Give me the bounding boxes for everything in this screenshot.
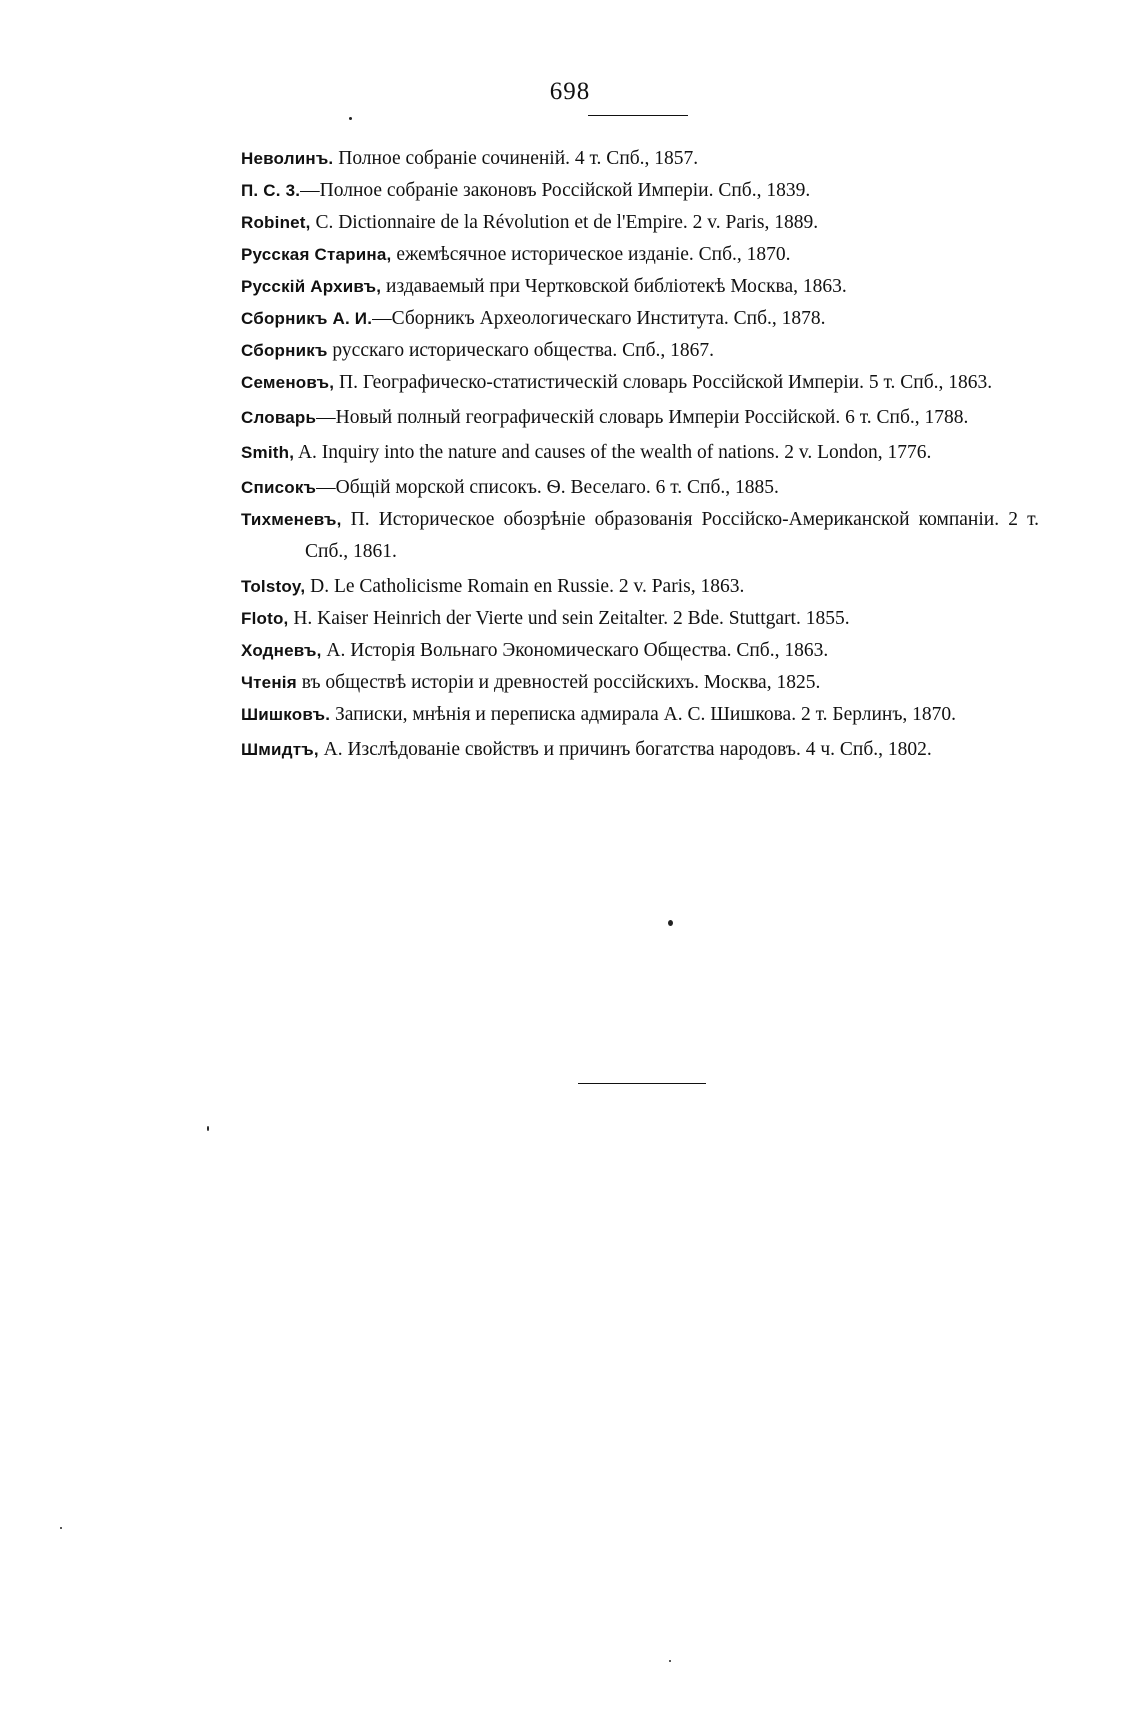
bibliography-entry [241,571,1039,603]
bibliography-entry [241,175,1039,207]
entry-author: Шишковъ. [241,705,331,724]
entry-author: Floto, [241,609,289,628]
entry-text: издаваемый при Чертковской библіотекѣ Москва, 1863. [381,276,847,297]
scan-speck [207,1126,209,1131]
page-number-rule [588,115,688,116]
entry-author: Русская Старина, [241,245,392,264]
bibliography-list [241,143,1039,769]
entry-author: Tolstoy, [241,577,306,596]
bibliography-entry [241,603,1039,635]
entry-text: А. Исторія Вольнаго Экономическаго Общества. Спб., 1863. [321,640,829,661]
bibliography-entry [241,207,1039,239]
entry-text: русскаго историческаго общества. Спб., 1867. [327,340,715,361]
entry-text: —Новый полный географическій словарь Имперіи Россійской. 6 т. Спб., 1788. [316,407,969,428]
bibliography-entry [241,303,1039,335]
entry-text: H. Kaiser Heinrich der Vierte und sein Zeitalter. 2 Bde. Stuttgart. 1855. [288,608,850,629]
bibliography-entry [241,667,1039,699]
bibliography-entry [241,437,1039,469]
scan-speck [668,920,673,926]
bibliography-entry [241,271,1039,303]
bibliography-entry [241,335,1039,367]
entry-author: П. С. 3. [241,181,301,200]
bibliography-entry [241,635,1039,667]
entry-text: въ обществѣ исторіи и древностей россійскихъ. Москва, 1825. [296,672,821,693]
scan-speck [349,117,352,120]
entry-text: П. Географическо-статистическій словарь Россійской Имперіи. 5 т. Спб., 1863. [334,372,993,393]
entry-author: Сборникъ А. И. [241,309,373,328]
bibliography-entry [241,239,1039,271]
entry-author: Сборникъ [241,341,328,360]
bibliography-entry [241,504,1039,568]
entry-text: —Полное собраніе законовъ Россійской Имперіи. Спб., 1839. [300,180,811,201]
entry-text: —Общій морской списокъ. Ѳ. Веселаго. 6 т. Спб., 1885. [316,477,779,498]
entry-author: Чтенія [241,673,297,692]
end-rule [578,1083,706,1084]
bibliography-entry [241,402,1039,434]
entry-text: D. Le Catholicisme Romain en Russie. 2 v. Paris, 1863. [305,576,745,597]
bibliography-entry [241,699,1039,731]
entry-text: A. Inquiry into the nature and causes of the wealth of nations. 2 v. London, 1776. [294,442,932,463]
entry-author: Русскій Архивъ, [241,277,382,296]
entry-text: Записки, мнѣнія и переписка адмирала А. С. Шишкова. 2 т. Берлинъ, 1870. [330,704,957,725]
entry-author: Семеновъ, [241,373,335,392]
entry-text: П. Историческое обозрѣніе образованія Россійско-Американской компаніи. 2 т. Спб., 1861. [305,509,1039,562]
entry-author: Списокъ [241,478,317,497]
bibliography-entry [241,143,1039,175]
entry-text: —Сборникъ Археологическаго Института. Спб., 1878. [372,308,826,329]
scan-speck [60,1527,62,1529]
entry-author: Неволинъ. [241,149,334,168]
scan-speck [669,1660,671,1662]
entry-author: Словарь [241,408,317,427]
entry-author: Тихменевъ, [241,510,342,529]
bibliography-entry [241,734,1039,766]
entry-author: Шмидтъ, [241,740,319,759]
page-number: 698 [549,78,591,105]
entry-text: C. Dictionnaire de la Révolution et de l'Empire. 2 v. Paris, 1889. [310,212,819,233]
entry-author: Smith, [241,443,295,462]
entry-text: ежемѣсячное историческое изданіе. Спб., 1870. [391,244,791,265]
bibliography-entry [241,472,1039,504]
entry-author: Ходневъ, [241,641,322,660]
entry-text: Полное собраніе сочиненій. 4 т. Спб., 1857. [333,148,699,169]
entry-author: Robinet, [241,213,311,232]
entry-text: А. Изслѣдованіе свойствъ и причинъ богатства народовъ. 4 ч. Спб., 1802. [318,739,932,760]
bibliography-entry [241,367,1039,399]
